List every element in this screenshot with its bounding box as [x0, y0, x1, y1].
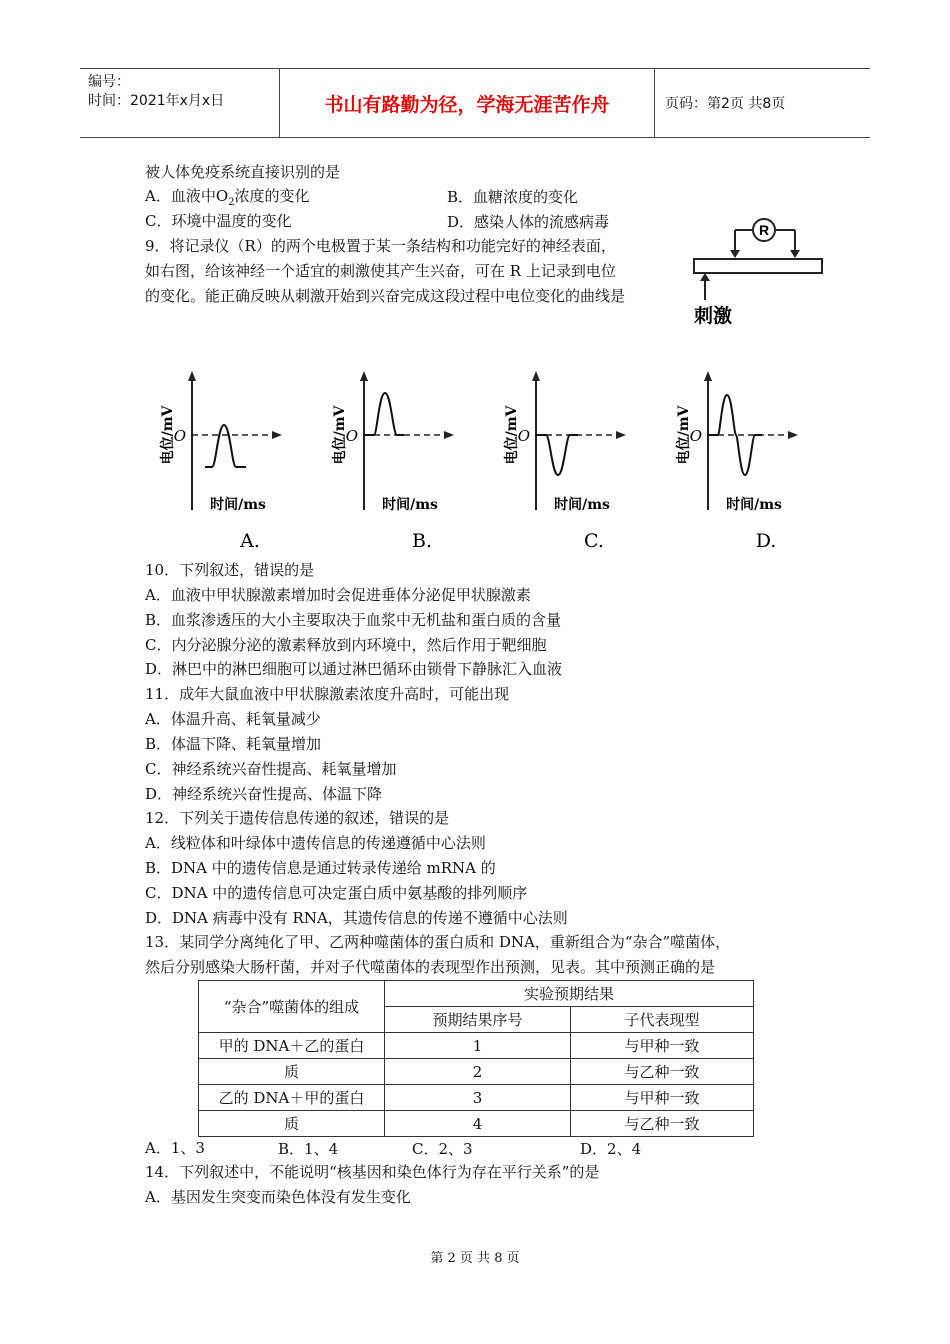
time-label: 时间：2021年x月x日 [88, 93, 225, 109]
table-cell-composition: 甲的 DNA＋乙的蛋白 [199, 1033, 385, 1059]
option-letter: B. [411, 530, 433, 552]
q8-option-b: B．血糖浓度的变化 [447, 188, 579, 206]
table-cell-composition-cont: 质 [199, 1111, 385, 1137]
page-footer: 第 2 页 共 8 页 [430, 1251, 520, 1266]
stimulus-arrow-head [700, 273, 710, 281]
header-info [80, 69, 280, 137]
table-cell-phenotype: 与乙种一致 [571, 1111, 754, 1137]
potential-curve [708, 395, 762, 475]
q8-option-d: D．感染人体的流感病毒 [447, 213, 610, 231]
q13-option-c: C．2、3 [412, 1140, 473, 1158]
origin-label: O [517, 427, 530, 445]
q8-option-a [145, 186, 310, 213]
q13-line-1: 13．某同学分离纯化了甲、乙两种噬菌体的蛋白质和 DNA，重新组合为“杂合”噬菌体， [145, 933, 731, 951]
table-cell-no: 4 [385, 1111, 571, 1137]
header-motto: 书山有路勤为径，学海无涯苦作舟 [280, 69, 655, 137]
recorder-meter-label: R [758, 222, 770, 238]
q13-line-2: 然后分别感染大肠杆菌，并对子代噬菌体的表现型作出预测，见表。其中预测正确的是 [145, 958, 716, 976]
number-label: 编号： [88, 74, 130, 90]
q11-option-a: A．体温升高、耗氧量减少 [145, 710, 321, 728]
x-axis-label: 时间/ms [382, 497, 438, 513]
chart-b [331, 371, 454, 552]
y-axis-arrow [532, 371, 540, 381]
q13-option-a: A．1、3 [145, 1139, 205, 1157]
chart-d [675, 371, 798, 552]
q14-option-a: A．基因发生突变而染色体没有发生变化 [145, 1188, 411, 1206]
x-axis-label: 时间/ms [554, 497, 610, 513]
option-letter: D. [755, 530, 777, 552]
option-letter: A. [240, 530, 260, 552]
q11-option-d: D．神经系统兴奋性提高、体温下降 [145, 785, 383, 803]
electrode-right-arrow [790, 250, 800, 258]
header-page-code: 页码：第2页 共8页 [665, 96, 786, 112]
y-axis-label: 电位/mV [332, 405, 348, 465]
table-row [199, 1033, 754, 1059]
potential-curves [159, 371, 798, 552]
baseline-arrow [444, 431, 454, 439]
baseline-arrow [272, 431, 282, 439]
table-row [199, 1111, 754, 1137]
q11-stem: 11．成年大鼠血液中甲状腺激素浓度升高时，可能出现 [145, 685, 510, 703]
potential-curve [536, 435, 578, 475]
x-axis-label: 时间/ms [726, 497, 782, 513]
q10-option-d: D．淋巴中的淋巴细胞可以通过淋巴循环由锁骨下静脉汇入血液 [145, 660, 563, 678]
table-header-row [199, 981, 754, 1007]
origin-label: O [173, 427, 186, 445]
q12-option-a: A．线粒体和叶绿体中遗传信息的传递遵循中心法则 [145, 834, 486, 852]
chart-a [159, 371, 282, 552]
table-header-composition: “杂合”噬菌体的组成 [199, 981, 385, 1033]
stimulus-label: 刺激 [694, 305, 733, 327]
q12-option-c: C．DNA 中的遗传信息可决定蛋白质中氨基酸的排列顺序 [145, 884, 528, 902]
table-row [199, 1085, 754, 1111]
origin-label: O [345, 427, 358, 445]
y-axis-label: 电位/mV [504, 405, 520, 465]
table-row [199, 1059, 754, 1085]
baseline-arrow [788, 431, 798, 439]
q14-stem: 14．下列叙述中，不能说明“核基因和染色体行为存在平行关系”的是 [145, 1163, 600, 1181]
table-header-group: 实验预期结果 [385, 981, 754, 1007]
q12-stem: 12．下列关于遗传信息传递的叙述，错误的是 [145, 809, 450, 827]
table-cell-composition: 乙的 DNA＋甲的蛋白 [199, 1085, 385, 1111]
q8-option-c: C．环境中温度的变化 [145, 212, 292, 230]
q10-stem: 10．下列叙述，错误的是 [145, 561, 315, 579]
page-header [80, 68, 870, 138]
q8-option-a-sub: 2 [228, 197, 235, 208]
q10-option-b: B．血浆渗透压的大小主要取决于血浆中无机盐和蛋白质的含量 [145, 611, 562, 629]
y-axis-arrow [360, 371, 368, 381]
q12-option-b: B．DNA 中的遗传信息是通过转录传递给 mRNA 的 [145, 859, 496, 877]
q10-option-a: A．血液中甲状腺激素增加时会促进垂体分泌促甲状腺激素 [145, 586, 531, 604]
electrode-left-arrow [730, 250, 740, 258]
q8-option-a-post: 浓度的变化 [234, 187, 310, 205]
q13-option-b: B．1、4 [278, 1140, 339, 1158]
table-cell-composition-cont: 质 [199, 1059, 385, 1085]
table-cell-phenotype: 与甲种一致 [571, 1085, 754, 1111]
phage-prediction-table [198, 980, 754, 1137]
origin-label: O [689, 427, 702, 445]
y-axis-arrow [188, 371, 196, 381]
q8-stem-tail: 被人体免疫系统直接识别的是 [145, 163, 341, 181]
q11-option-b: B．体温下降、耗氧量增加 [145, 735, 322, 753]
y-axis-arrow [704, 371, 712, 381]
chart-c [503, 371, 626, 552]
table-cell-phenotype: 与乙种一致 [571, 1059, 754, 1085]
q13-option-d: D．2、4 [580, 1140, 642, 1158]
q8-option-a-pre: A．血液中O [145, 187, 229, 205]
q9-line-3: 的变化。能正确反映从刺激开始到兴奋完成这段过程中电位变化的曲线是 [145, 287, 626, 305]
table-cell-phenotype: 与甲种一致 [571, 1033, 754, 1059]
table-cell-no: 1 [385, 1033, 571, 1059]
y-axis-label: 电位/mV [160, 405, 176, 465]
potential-curves-figure [150, 365, 830, 555]
potential-curve [205, 425, 246, 467]
potential-curve [364, 393, 404, 435]
q10-option-c: C．内分泌腺分泌的激素释放到内环境中，然后作用于靶细胞 [145, 636, 547, 654]
nerve-recorder-figure [690, 210, 830, 335]
baseline-arrow [616, 431, 626, 439]
nerve-fiber [694, 259, 822, 273]
q9-line-2: 如右图，给该神经一个适宜的刺激使其产生兴奋，可在 R 上记录到电位 [145, 262, 616, 280]
q12-option-d: D．DNA 病毒中没有 RNA，其遗传信息的传递不遵循中心法则 [145, 909, 568, 927]
q9-line-1: 9．将记录仪（R）的两个电极置于某一条结构和功能完好的神经表面， [145, 237, 616, 255]
q11-option-c: C．神经系统兴奋性提高、耗氧量增加 [145, 760, 397, 778]
table-header-result-no: 预期结果序号 [385, 1007, 571, 1033]
option-letter: C. [584, 530, 604, 552]
table-header-phenotype: 子代表现型 [571, 1007, 754, 1033]
y-axis-label: 电位/mV [676, 405, 692, 465]
table-cell-no: 3 [385, 1085, 571, 1111]
x-axis-label: 时间/ms [210, 497, 266, 513]
table-cell-no: 2 [385, 1059, 571, 1085]
